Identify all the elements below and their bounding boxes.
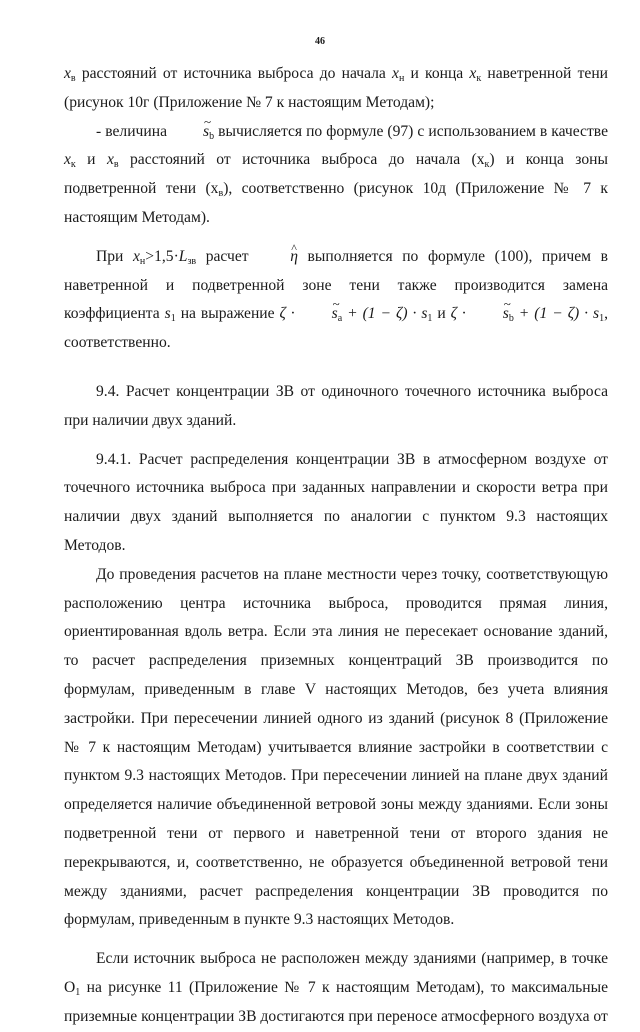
text-run: расстояний от источника выброса до начала (x [118,151,485,169]
paragraph-sb [64,118,608,233]
text-run: ), соответственно (рисунок 10д (Приложение № 7 к настоящим Методам). [64,180,608,226]
paragraph-eta [64,243,608,358]
math-var: x [64,65,71,82]
math-sub: b [508,313,514,325]
text-run: расчет [196,247,259,265]
text-run: Если источник выброса не расположен между зданиями (например, в точке О [64,950,608,996]
text-run: расстояний от источника выброса до начала [75,65,393,82]
paragraph-procedure: До проведения расчетов на плане местности через точку, соответствующую расположению центра источника выброса, проводится прямая линия, ориентированная вдоль ветра. Если эта линия не пересекает основание зданий, то расчет распределения приземных концентраций ЗВ производится по формулам, приведенным в главе V настоящих Методов, без учета влияния застройки. При пересечении линией одного из зданий (рисунок 8 (Приложение № 7 к настоящим Методам) учитывается влияние застройки в соответствии с пунктом 9.3 настоящих Методов. При пересечении линией на плане двух зданий определяется наличие объединенной ветровой зоны между зданиями. Если зоны подветренной тени от первого и наветренной тени от второго здания не перекрываются, и, соответственно, не образуется объединенной ветровой тени между зданиями, расчет распределения концентрации ЗВ проводится по формулам, приведенным в пункте 9.3 настоящих Методов. [64,565,608,929]
body-text [64,60,608,1032]
math-sub: 1 [599,313,605,325]
paragraph-source-location [64,945,608,1031]
math-sub: к [476,73,482,84]
text-run: , соответственно. [64,305,608,352]
math-var-hat: ^ η [258,243,298,272]
math-sub: в [70,73,76,84]
math-var: s [421,305,428,323]
section-heading-9-4: 9.4. Расчет концентрации ЗВ от одиночного точечного источника выброса при наличии двух зданий. [64,382,608,429]
math-var: x [133,247,140,265]
math-var: s [164,305,171,323]
math-expr: ζ · [450,305,471,323]
math-expr: ζ · [279,305,300,323]
math-sub: в [113,159,119,171]
math-sub: 1 [75,986,81,998]
math-var: x [392,65,399,82]
text-run: наветренной тени (рисунок 10г (Приложение № 7 к настоящим Методам); [64,65,609,111]
math-sub: зв [187,255,197,267]
text-run: ) и конца зоны подветренной тени (x [64,151,608,198]
paragraph-continuation [64,60,608,118]
text-run: на выражение [175,305,280,323]
math-var: x [64,151,71,169]
math-var: L [178,247,188,265]
paragraph-9-4-1: 9.4.1. Расчет распределения концентрации ЗВ в атмосферном воздухе от точечного источника выброса при заданных направлении и скорости ветра при наличии двух зданий выполняется по аналогии с пунктом 9.3 настоящих Методов. [64,450,608,554]
text-run: на рисунке 11 (Приложение № 7 к настоящим Методам), то максимальные приземные концентрации ЗВ достигаются при переносе атмосферного воздуха от [64,978,608,1025]
math-sub: 1 [170,313,176,325]
math-sub: к [70,159,76,171]
math-sub: н [139,255,146,267]
text-run: - величина [96,122,172,140]
math-expr: + (1 − ζ) · [513,305,593,323]
math-expr: + (1 − ζ) · [342,305,422,323]
math-sub: в [218,188,224,200]
math-sub: н [398,73,405,84]
math-var-tilde: ~ s [300,300,338,329]
text-run: и конца [404,65,470,82]
text-run: и [75,151,107,169]
text-run: вычисляется по формуле (97) с использованием в качестве [214,122,608,140]
math-var: x [469,65,477,82]
math-sub: 1 [427,313,433,325]
math-sub: b [209,130,215,142]
math-sub: к [484,159,490,171]
math-var-tilde: ~ s [471,300,509,329]
text-run: >1,5· [145,247,179,265]
page-number: 46 [315,36,325,47]
text-run: и [432,305,451,323]
math-var: x [106,151,114,169]
text-run: выполняется по формуле (100), причем в наветренной и подветренной зоне тени также производится замена коэффициента [64,247,608,323]
math-var-tilde: ~ s [171,118,209,147]
math-sub: a [337,313,343,325]
math-var: s [593,305,600,323]
text-run: При [96,247,133,265]
